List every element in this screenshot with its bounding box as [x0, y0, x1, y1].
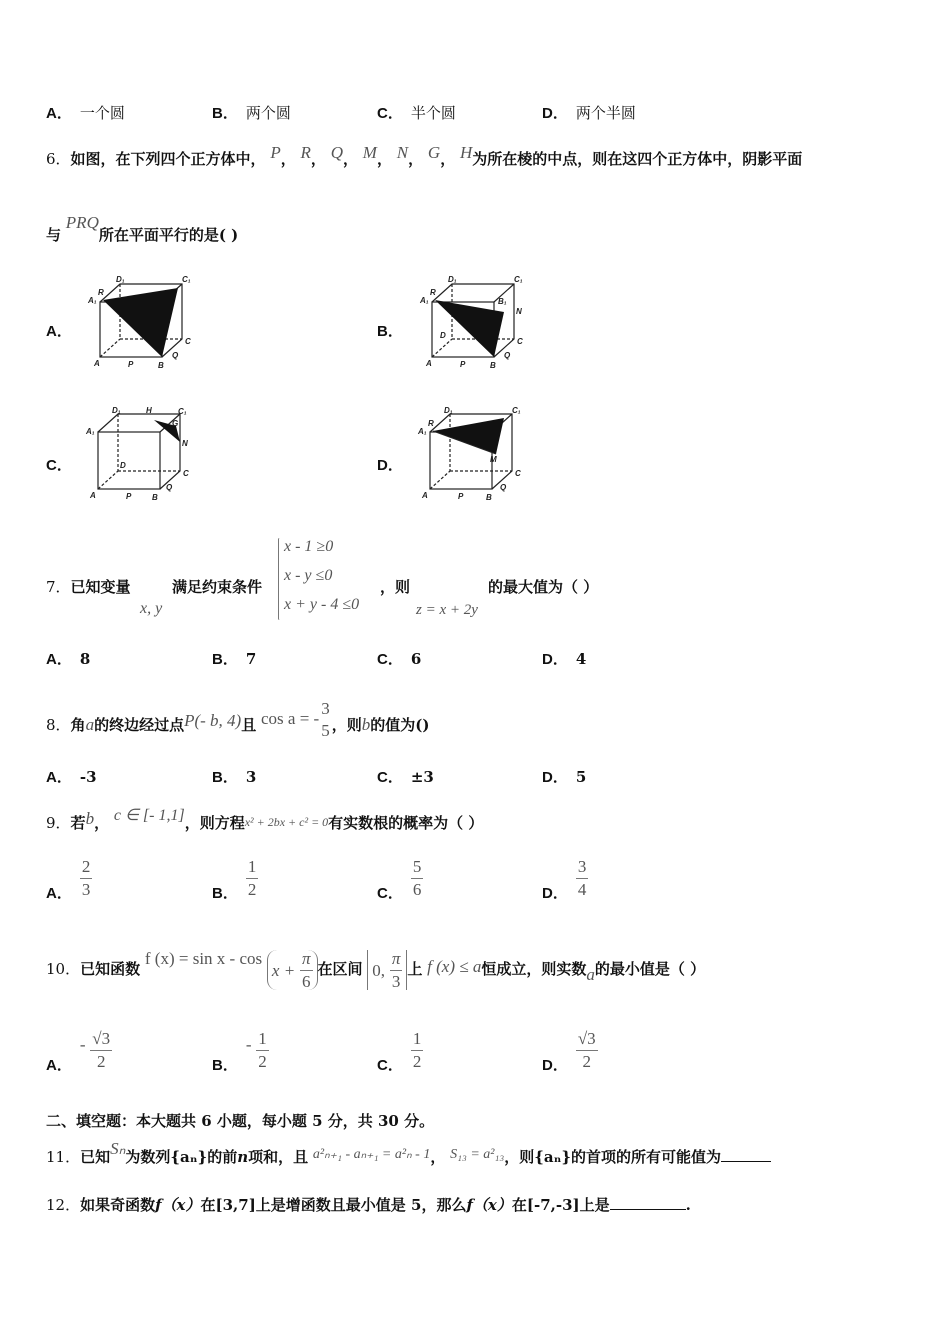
- q10-interval: 0, $\frac{\pi}{3}$: [367, 950, 407, 991]
- q9-option-c[interactable]: C． $\frac{5}{6}$: [377, 857, 422, 903]
- q10-option-b[interactable]: B．- $\frac{1}{2}$: [212, 1029, 267, 1075]
- q7-constraint-1: x - 1 ≥0: [284, 538, 334, 555]
- q7-text-then: ，则: [380, 578, 411, 596]
- label-b: B: [490, 361, 496, 370]
- label-a: A: [94, 359, 100, 368]
- label-c1: C₁: [514, 275, 523, 284]
- q10-paren: x + $\frac{\pi}{6}$: [267, 950, 318, 991]
- label-r: R: [98, 288, 104, 297]
- label-n: N: [516, 307, 522, 316]
- q7-option-a[interactable]: A． 8: [46, 650, 91, 668]
- label-d1: D₁: [116, 275, 125, 284]
- q6-option-b[interactable]: B．: [377, 323, 403, 340]
- label-p: P: [126, 492, 132, 501]
- label-c1: C₁: [512, 406, 521, 415]
- label-d1: D₁: [448, 275, 457, 284]
- q6-option-d[interactable]: D．: [377, 457, 403, 474]
- cube-figure-a: [86, 272, 196, 372]
- q5-option-a[interactable]: A． 一个圆: [46, 104, 125, 122]
- label-p: P: [128, 360, 134, 369]
- q8-option-a[interactable]: A． -3: [46, 768, 97, 786]
- q8-option-b[interactable]: B． 3: [212, 768, 257, 786]
- q5-option-d[interactable]: D． 两个半圆: [542, 104, 636, 122]
- q10-option-c[interactable]: C． $\frac{1}{2}$: [377, 1029, 422, 1075]
- label-a1: A₁: [420, 296, 429, 305]
- question-6-line1: 6．如图，在下列四个正方体中， P， R， Q， M， N， G， H为所在棱的中点，则在这四个正方体中，阴影平面: [46, 143, 803, 168]
- q12-answer-blank[interactable]: [610, 1209, 686, 1210]
- label-q: Q: [172, 351, 179, 360]
- q8-fraction: 3 5: [321, 699, 330, 740]
- label-c1: C₁: [182, 275, 191, 284]
- q7-option-d[interactable]: D． 4: [542, 650, 587, 668]
- q7-option-c[interactable]: C． 6: [377, 650, 422, 668]
- label-a1: A₁: [86, 427, 95, 436]
- label-q: Q: [500, 483, 507, 492]
- q9-option-a[interactable]: A． $\frac{2}{3}$: [46, 857, 91, 903]
- label-a1: A₁: [418, 427, 427, 436]
- question-9: 9．若b， c ∈ [- 1,1]，则方程x² + 2bx + c² = 0有实数根的概率为（ ）: [46, 807, 484, 832]
- q5-option-c[interactable]: C． 半个圆: [377, 104, 456, 122]
- label-c: C: [515, 469, 521, 478]
- label-q: Q: [166, 483, 173, 492]
- q8-option-d[interactable]: D． 5: [542, 768, 587, 786]
- label-d1: D₁: [444, 406, 453, 415]
- label-b: B: [158, 361, 164, 370]
- label-c: C: [183, 469, 189, 478]
- label-a: A: [422, 491, 428, 500]
- q9-option-b[interactable]: B． $\frac{1}{2}$: [212, 857, 257, 903]
- label-r: R: [428, 419, 434, 428]
- label-c: C: [185, 337, 191, 346]
- q7-constraint-2: x - y ≤0: [284, 567, 333, 584]
- q6-option-c[interactable]: C．: [46, 457, 72, 474]
- q5-option-b[interactable]: B． 两个圆: [212, 104, 291, 122]
- q8-option-c[interactable]: C． ±3: [377, 768, 434, 786]
- q6-option-a[interactable]: A．: [46, 323, 72, 340]
- label-a: A: [90, 491, 96, 500]
- question-10: 10．已知函数 f (x) = sin x - cos x + $\frac{\pi}{6}$ 在区间 0, $\frac{\pi}{3}$ 上 f (x) ≤ a恒成立，则实数a的最小值是（ ）: [46, 948, 706, 991]
- label-c1: C₁: [178, 407, 187, 416]
- label-d: D: [120, 461, 126, 470]
- label-c: C: [517, 337, 523, 346]
- label-p: P: [458, 492, 464, 501]
- section-2-heading: 二、填空题：本大题共 6 小题，每小题 5 分，共 30 分。: [46, 1112, 435, 1130]
- q9-option-d[interactable]: D． $\frac{3}{4}$: [542, 857, 587, 903]
- label-b: B: [152, 493, 158, 502]
- cube-figure-c: [84, 404, 196, 504]
- label-n: N: [182, 439, 188, 448]
- label-d1: D₁: [112, 406, 121, 415]
- label-a1: A₁: [88, 296, 97, 305]
- q7-option-b[interactable]: B． 7: [212, 650, 257, 668]
- question-12: 12．如果奇函数f（x）在[3,7]上是增函数且最小值是 5，那么f（x）在[-7,-3]上是 .: [46, 1196, 691, 1214]
- question-11: 11．已知Sₙ为数列{aₙ}的前n项和，且 a²ₙ₊₁ - aₙ₊₁ = a²ₙ - 1， S₁₃ = a²₁₃，则{aₙ}的首项的所有可能值为: [46, 1146, 771, 1167]
- q7-text-constraint: 满足约束条件: [172, 578, 263, 596]
- label-b: B: [486, 493, 492, 502]
- q7-brace: [278, 538, 281, 620]
- label-d: D: [440, 331, 446, 340]
- question-6-line2: 与 PRQ所在平面平行的是( ): [46, 213, 239, 244]
- q7-constraint-3: x + y - 4 ≤0: [284, 596, 360, 613]
- q10-option-a[interactable]: A．- $\frac{√3}{2}$: [46, 1029, 111, 1075]
- question-7-number: 7．已知变量: [46, 578, 131, 596]
- label-r: R: [430, 288, 436, 297]
- q7-objective: z = x + 2y: [416, 602, 478, 618]
- q7-vars: x, y: [140, 600, 163, 617]
- label-p: P: [460, 360, 466, 369]
- cube-figure-d: [416, 404, 528, 504]
- label-m: M: [490, 455, 497, 464]
- label-g: G: [172, 419, 179, 428]
- q10-option-d[interactable]: D． $\frac{√3}{2}$: [542, 1029, 596, 1075]
- label-h: H: [146, 406, 152, 415]
- q11-answer-blank[interactable]: [721, 1161, 771, 1162]
- q7-text-max: 的最大值为（ ）: [488, 578, 599, 596]
- label-q: Q: [504, 351, 511, 360]
- label-a: A: [426, 359, 432, 368]
- cube-figure-b: [418, 272, 530, 372]
- question-8: 8．角a的终边经过点P(- b, 4)且 cos a = - 3 5 ，则b的值为(): [46, 699, 430, 740]
- label-b1: B₁: [498, 297, 507, 306]
